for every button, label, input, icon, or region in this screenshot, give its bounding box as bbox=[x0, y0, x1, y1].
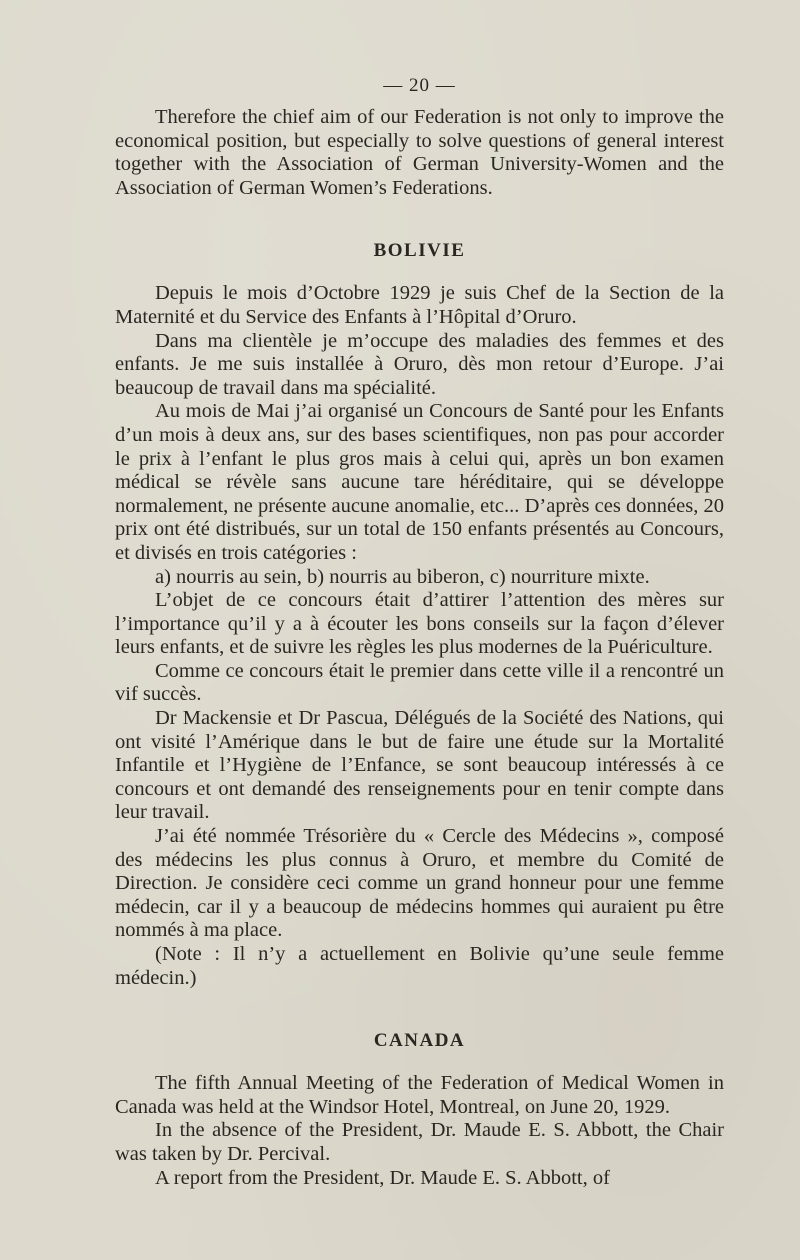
bolivie-paragraph-4: a) nourris au sein, b) nourris au biberon, c) nourriture mixte. bbox=[155, 565, 650, 588]
canada-paragraph-1: The fifth Annual Meeting of the Federation of Medical Women in Canada was held at the Windsor Hotel, Montreal, on June 20, 1929. bbox=[115, 1072, 724, 1118]
document-page bbox=[115, 72, 724, 1190]
bolivie-paragraph-1: Depuis le mois d’Octobre 1929 je suis Chef de la Section de la Maternité et du Service des Enfants à l’Hôpital d’Oruro. bbox=[115, 282, 724, 328]
canada-paragraph-3: A report from the President, Dr. Maude E. S. Abbott, of bbox=[155, 1166, 610, 1189]
bolivie-paragraph-3: Au mois de Mai j’ai organisé un Concours de Santé pour les Enfants d’un mois à deux ans, sur des bases scientifiques, non pas pour accorder le prix à l’enfant le plus gros mais à celui qui, après un bon examen médical se révèle sans aucune tare héréditaire, qui se développe normalement, ne présente aucune anomalie, etc... D’après ces données, 20 prix ont été distribués, sur un total de 150 enfants présentés au Concours, et divisés en trois catégories : bbox=[115, 400, 724, 564]
bolivie-paragraph-6: Comme ce concours était le premier dans cette ville il a rencontré un vif succès. bbox=[115, 659, 724, 706]
bolivie-paragraph-5: L’objet de ce concours était d’attirer l’attention des mères sur l’importance qu’il y a à écouter les bons conseils sur la façon d’élever leurs enfants, et de suivre les règles les plus modernes de la Puériculture. bbox=[115, 589, 724, 659]
page-number: — 20 — bbox=[383, 75, 456, 96]
canada-paragraph-2: In the absence of the President, Dr. Maude E. S. Abbott, the Chair was taken by Dr. Percival. bbox=[115, 1119, 724, 1165]
bolivie-paragraph-2: Dans ma clientèle je m’occupe des maladies des femmes et des enfants. Je me suis installée à Oruro, dès mon retour d’Europe. J’ai beaucoup de travail dans ma spécialité. bbox=[115, 329, 724, 399]
bolivie-paragraph-8: J’ai été nommée Trésorière du « Cercle des Médecins », composé des médecins les plus connus à Oruro, et membre du Comité de Direction. Je considère ceci comme un grand honneur pour une femme médecin, car il y a beaucoup de médecins hommes qui auraient pu être nommés à ma place. bbox=[115, 825, 724, 942]
bolivie-note: (Note : Il n’y a actuellement en Bolivie qu’une seule femme médecin.) bbox=[115, 943, 724, 989]
section-title-bolivie: BOLIVIE bbox=[373, 240, 466, 262]
section-title-canada: CANADA bbox=[373, 1030, 466, 1052]
bolivie-paragraph-7: Dr Mackensie et Dr Pascua, Délégués de la Société des Nations, qui ont visité l’Amérique dans le but de faire une étude sur la Mortalité Infantile et l’Hygiène de l’Enfance, se sont beaucoup intéressés à ce concours et ont demandé des renseignements pour en tenir compte dans leur travail. bbox=[115, 707, 724, 824]
federation-paragraph: Therefore the chief aim of our Federation is not only to improve the economical position, but especially to solve questions of general interest together with the Association of German University-Women and the Association of German Women’s Federations. bbox=[115, 106, 724, 199]
